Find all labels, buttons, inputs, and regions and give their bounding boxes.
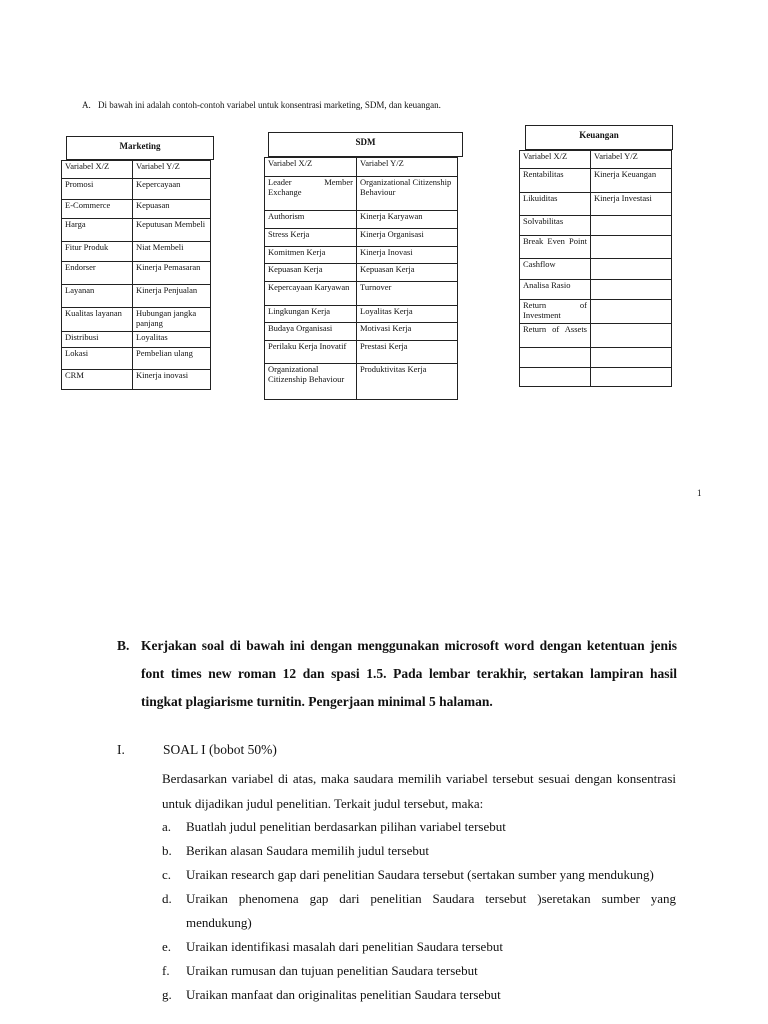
table-cell: Promosi bbox=[62, 179, 133, 200]
item-letter: a. bbox=[162, 819, 172, 834]
table-row bbox=[265, 264, 458, 282]
item-text: Uraikan phenomena gap dari penelitian Saudara tersebut )seretakan sumber yang mendukung) bbox=[186, 891, 676, 930]
table-cell: Kinerja Organisasi bbox=[357, 229, 458, 247]
header-cell: Variabel Y/Z bbox=[357, 158, 458, 177]
table-cell: Distribusi bbox=[62, 332, 133, 348]
table-row bbox=[62, 348, 211, 370]
table-cell: Return of Investment bbox=[520, 300, 591, 324]
table-cell bbox=[591, 368, 672, 387]
table-cell: Budaya Organisasi bbox=[265, 323, 357, 341]
header-cell: Variabel X/Z bbox=[520, 151, 591, 169]
soal-title: SOAL I (bobot 50%) bbox=[163, 742, 277, 757]
table-cell: Kinerja inovasi bbox=[133, 370, 211, 390]
table-row bbox=[62, 262, 211, 285]
table-row bbox=[265, 211, 458, 229]
item-letter: c. bbox=[162, 867, 172, 882]
table-cell: Harga bbox=[62, 219, 133, 242]
list-item bbox=[162, 887, 676, 935]
table-cell: Authorism bbox=[265, 211, 357, 229]
item-letter: f. bbox=[162, 963, 170, 978]
table-row bbox=[520, 236, 672, 259]
table-row bbox=[62, 332, 211, 348]
table-row bbox=[520, 259, 672, 280]
header-cell: Variabel Y/Z bbox=[591, 151, 672, 169]
table-row bbox=[62, 200, 211, 219]
table-row bbox=[265, 323, 458, 341]
table-cell bbox=[520, 348, 591, 368]
table-cell bbox=[591, 300, 672, 324]
table-header-row bbox=[520, 151, 672, 169]
item-text: Uraikan rumusan dan tujuan penelitian Saudara tersebut bbox=[186, 963, 478, 978]
table-cell: Kepercayaan bbox=[133, 179, 211, 200]
table-cell: Stress Kerja bbox=[265, 229, 357, 247]
table-row bbox=[265, 364, 458, 400]
sdm-title: SDM bbox=[268, 132, 463, 157]
table-row bbox=[62, 308, 211, 332]
table-row bbox=[265, 306, 458, 323]
table-cell: Leader Member Exchange bbox=[265, 177, 357, 211]
table-row bbox=[265, 247, 458, 264]
table-cell: Kepercayaan Karyawan bbox=[265, 282, 357, 306]
table-header-row bbox=[62, 161, 211, 179]
table-cell: Motivasi Kerja bbox=[357, 323, 458, 341]
intro-text: Di bawah ini adalah contoh-contoh variabel untuk konsentrasi marketing, SDM, dan keuangan. bbox=[98, 100, 441, 110]
section-b bbox=[117, 632, 677, 716]
item-text: Berikan alasan Saudara memilih judul tersebut bbox=[186, 843, 429, 858]
section-b-letter: B. bbox=[117, 638, 130, 653]
table-row bbox=[520, 216, 672, 236]
table-cell: Kepuasan bbox=[133, 200, 211, 219]
page-number: 1 bbox=[697, 488, 702, 498]
section-b-text: Kerjakan soal di bawah ini dengan menggunakan microsoft word dengan ketentuan jenis font times new roman 12 dan spasi 1.5. Pada lembar terakhir, sertakan lampiran hasil tingkat plagiarisme turnitin. Pengerjaan minimal 5 halaman. bbox=[141, 638, 677, 709]
table-cell: Keputusan Membeli bbox=[133, 219, 211, 242]
table-row bbox=[265, 229, 458, 247]
table-row bbox=[520, 348, 672, 368]
header-cell: Variabel Y/Z bbox=[133, 161, 211, 179]
table-cell: Kualitas layanan bbox=[62, 308, 133, 332]
table-cell bbox=[591, 324, 672, 348]
table-cell bbox=[591, 348, 672, 368]
table-row bbox=[520, 169, 672, 193]
table-cell: Kepuasan Kerja bbox=[357, 264, 458, 282]
table-cell bbox=[591, 216, 672, 236]
item-letter: d. bbox=[162, 891, 172, 906]
item-letter: e. bbox=[162, 939, 172, 954]
table-cell: Rentabilitas bbox=[520, 169, 591, 193]
table-cell: Organizational Citizenship Behaviour bbox=[357, 177, 458, 211]
header-cell: Variabel X/Z bbox=[62, 161, 133, 179]
table-cell: Kinerja Penjualan bbox=[133, 285, 211, 308]
table-cell: Cashflow bbox=[520, 259, 591, 280]
table-cell: Turnover bbox=[357, 282, 458, 306]
soal-paragraph: Berdasarkan variabel di atas, maka saudara memilih variabel tersebut sesuai dengan konsentrasi untuk dijadikan judul penelitian. Terkait judul tersebut, maka: bbox=[162, 771, 676, 811]
list-item bbox=[162, 815, 676, 839]
table-row bbox=[520, 300, 672, 324]
marketing-title: Marketing bbox=[66, 136, 214, 160]
table-cell: Solvabilitas bbox=[520, 216, 591, 236]
table-cell: Prestasi Kerja bbox=[357, 341, 458, 364]
table-cell: Lingkungan Kerja bbox=[265, 306, 357, 323]
table-cell: Kinerja Investasi bbox=[591, 193, 672, 216]
table-cell: Niat Membeli bbox=[133, 242, 211, 262]
table-cell: Analisa Rasio bbox=[520, 280, 591, 300]
table-cell: Kinerja Keuangan bbox=[591, 169, 672, 193]
table-row bbox=[265, 282, 458, 306]
table-cell: Endorser bbox=[62, 262, 133, 285]
table-row bbox=[265, 177, 458, 211]
list-item bbox=[162, 935, 676, 959]
soal-item-list bbox=[162, 815, 676, 1007]
item-letter: b. bbox=[162, 843, 172, 858]
sdm-table bbox=[264, 157, 458, 400]
table-cell: Kinerja Inovasi bbox=[357, 247, 458, 264]
keuangan-title: Keuangan bbox=[525, 125, 673, 150]
table-cell: Likuiditas bbox=[520, 193, 591, 216]
item-letter: g. bbox=[162, 987, 172, 1002]
marketing-table bbox=[61, 160, 211, 390]
table-cell bbox=[591, 280, 672, 300]
item-text: Buatlah judul penelitian berdasarkan pilihan variabel tersebut bbox=[186, 819, 506, 834]
table-cell: Perilaku Kerja Inovatif bbox=[265, 341, 357, 364]
table-row bbox=[62, 219, 211, 242]
header-cell: Variabel X/Z bbox=[265, 158, 357, 177]
table-cell: CRM bbox=[62, 370, 133, 390]
table-row bbox=[520, 193, 672, 216]
table-cell: Kepuasan Kerja bbox=[265, 264, 357, 282]
table-row bbox=[62, 285, 211, 308]
table-header-row bbox=[265, 158, 458, 177]
table-row bbox=[520, 324, 672, 348]
table-cell: Lokasi bbox=[62, 348, 133, 370]
item-text: Uraikan manfaat dan originalitas penelitian Saudara tersebut bbox=[186, 987, 501, 1002]
table-cell: E-Commerce bbox=[62, 200, 133, 219]
table-row bbox=[62, 370, 211, 390]
table-cell: Fitur Produk bbox=[62, 242, 133, 262]
table-cell: Hubungan jangka panjang bbox=[133, 308, 211, 332]
list-item bbox=[162, 959, 676, 983]
table-cell: Kinerja Karyawan bbox=[357, 211, 458, 229]
item-text: Uraikan research gap dari penelitian Saudara tersebut (sertakan sumber yang mendukung) bbox=[186, 867, 654, 882]
table-row bbox=[520, 368, 672, 387]
table-row bbox=[62, 242, 211, 262]
table-row bbox=[62, 179, 211, 200]
soal-roman: I. bbox=[117, 742, 125, 757]
table-cell: Komitmen Kerja bbox=[265, 247, 357, 264]
intro-line bbox=[82, 100, 441, 110]
table-cell: Loyalitas bbox=[133, 332, 211, 348]
table-cell: Layanan bbox=[62, 285, 133, 308]
table-row bbox=[265, 341, 458, 364]
list-item bbox=[162, 983, 676, 1007]
keuangan-table bbox=[519, 150, 672, 387]
table-cell: Loyalitas Kerja bbox=[357, 306, 458, 323]
table-cell bbox=[520, 368, 591, 387]
intro-letter: A. bbox=[82, 100, 91, 110]
table-row bbox=[520, 280, 672, 300]
table-cell: Produktivitas Kerja bbox=[357, 364, 458, 400]
list-item bbox=[162, 863, 676, 887]
item-text: Uraikan identifikasi masalah dari penelitian Saudara tersebut bbox=[186, 939, 503, 954]
table-cell: Kinerja Pemasaran bbox=[133, 262, 211, 285]
table-cell: Return of Assets bbox=[520, 324, 591, 348]
table-cell: Pembelian ulang bbox=[133, 348, 211, 370]
table-cell: Organizational Citizenship Behaviour bbox=[265, 364, 357, 400]
table-cell: Break Even Point bbox=[520, 236, 591, 259]
table-cell bbox=[591, 236, 672, 259]
table-cell bbox=[591, 259, 672, 280]
list-item bbox=[162, 839, 676, 863]
